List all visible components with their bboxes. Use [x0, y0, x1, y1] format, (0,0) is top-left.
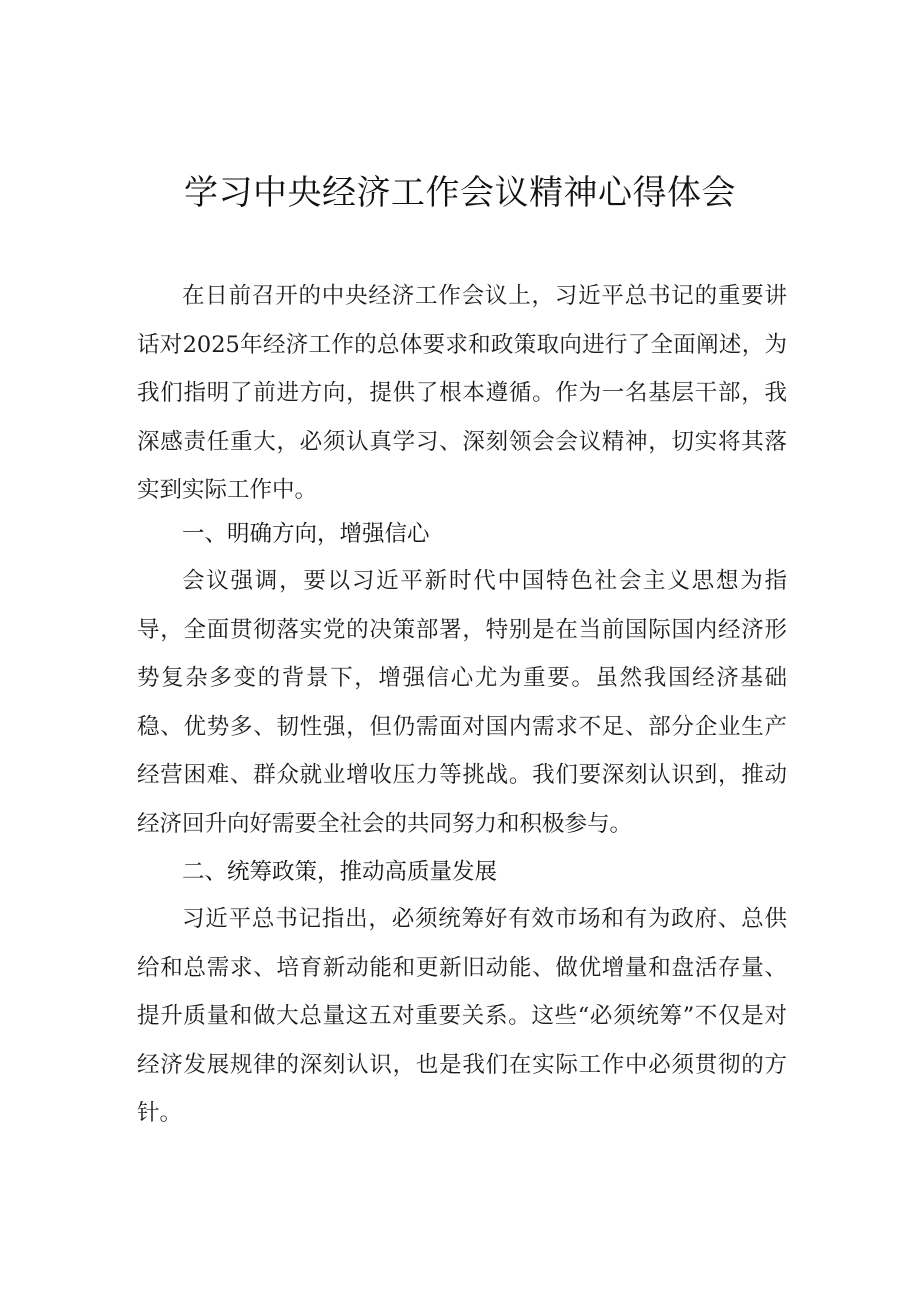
body-paragraph-2: 会议强调，要以习近平新时代中国特色社会主义思想为指导，全面贯彻落实党的决策部署，特别是在当前国际国内经济形势复杂多变的背景下，增强信心尤为重要。虽然我国经济基础稳、优势多、韧性强，但仍需面对国内需求不足、部分企业生产经营困难、群众就业增收压力等挑战。我们要深刻认识到，推动经济回升向好需要全社会的共同努力和积极参与。	[137, 568, 787, 837]
section-heading-2: 二、统筹政策，推动高质量发展	[182, 859, 498, 885]
body-paragraph-1: 在日前召开的中央经济工作会议上，习近平总书记的重要讲话对2025年经济工作的总体要求和政策取向进行了全面阐述，为我们指明了前进方向，提供了根本遵循。作为一名基层干部，我深感责任重大，必须认真学习、深刻领会会议精神，切实将其落实到实际工作中。	[137, 283, 787, 504]
document-title: 学习中央经济工作会议精神心得体会	[184, 173, 736, 213]
section-heading-1: 一、明确方向，增强信心	[182, 521, 430, 547]
body-paragraph-3: 习近平总书记指出，必须统筹好有效市场和有为政府、总供给和总需求、培育新动能和更新旧动能、做优增量和盘活存量、提升质量和做大总量这五对重要关系。这些“必须统筹”不仅是对经济发展规律的深刻认识，也是我们在实际工作中必须贯彻的方针。	[137, 906, 787, 1127]
